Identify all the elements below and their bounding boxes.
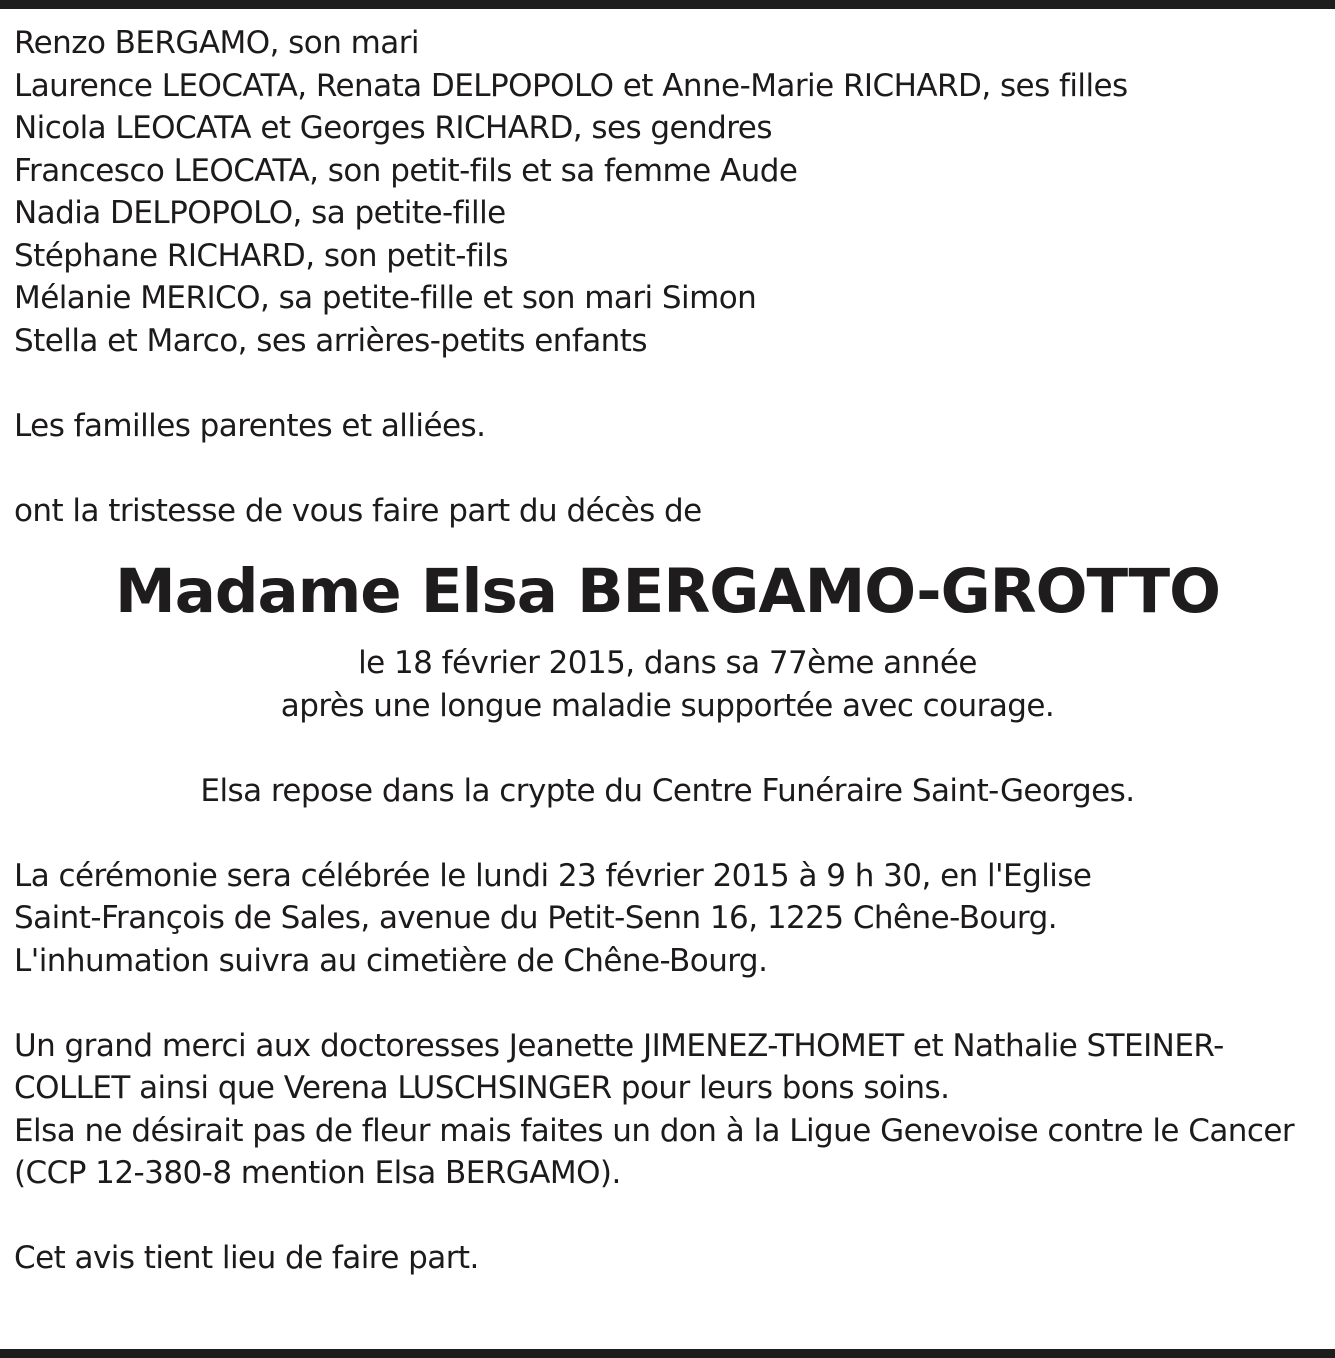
top-border-rule: [0, 0, 1335, 9]
ceremony-line: L'inhumation suivra au cimetière de Chêne-Bourg.: [14, 942, 768, 979]
spacer: [14, 812, 1324, 855]
mourner-line: Nicola LEOCATA et Georges RICHARD, ses gendres: [14, 110, 772, 146]
thanks-paragraph: [14, 1025, 1324, 1195]
spacer: [14, 982, 1324, 1025]
deceased-name: Madame Elsa BERGAMO-GROTTO: [115, 556, 1220, 627]
mourners-list: [14, 22, 1324, 362]
thanks-line: COLLET ainsi que Verena LUSCHSINGER pour leurs bons soins.: [14, 1070, 950, 1106]
thanks-line: (CCP 12-380-8 mention Elsa BERGAMO).: [14, 1155, 621, 1191]
spacer: [14, 362, 1324, 405]
mourner-line: Francesco LEOCATA, son petit-fils et sa femme Aude: [14, 152, 798, 189]
mourner-line: Renzo BERGAMO, son mari: [14, 25, 419, 61]
thanks-line: Un grand merci aux doctoresses Jeanette JIMENEZ-THOMET et Nathalie STEINER-: [14, 1027, 1224, 1064]
families-line: Les familles parentes et alliées.: [14, 407, 486, 444]
death-detail-line: le 18 février 2015, dans sa 77ème année: [358, 645, 977, 681]
ceremony-line: La cérémonie sera célébrée le lundi 23 février 2015 à 9 h 30, en l'Eglise: [14, 857, 1092, 894]
closing-line: Cet avis tient lieu de faire part.: [14, 1240, 479, 1276]
death-detail-line: après une longue maladie supportée avec courage.: [280, 687, 1055, 724]
ceremony-line: Saint-François de Sales, avenue du Petit-Senn 16, 1225 Chêne-Bourg.: [14, 900, 1058, 936]
mourner-line: Mélanie MERICO, sa petite-fille et son mari Simon: [14, 280, 757, 316]
mourner-line: Stella et Marco, ses arrières-petits enfants: [14, 322, 647, 359]
mourner-line: Laurence LEOCATA, Renata DELPOPOLO et Anne-Marie RICHARD, ses filles: [14, 67, 1128, 104]
mourner-line: Nadia DELPOPOLO, sa petite-fille: [14, 195, 506, 231]
death-details: [14, 642, 1324, 727]
spacer: [14, 727, 1324, 770]
spacer: [14, 1195, 1324, 1238]
thanks-line: Elsa ne désirait pas de fleur mais faites un don à la Ligue Genevoise contre le Cancer: [14, 1112, 1295, 1149]
spacer: [14, 447, 1324, 490]
announcement-line: ont la tristesse de vous faire part du décès de: [14, 492, 702, 529]
mourner-line: Stéphane RICHARD, son petit-fils: [14, 237, 508, 274]
resting-place-line: Elsa repose dans la crypte du Centre Funéraire Saint-Georges.: [200, 772, 1135, 809]
ceremony-paragraph: [14, 855, 1324, 983]
bottom-border-rule: [0, 1349, 1335, 1358]
obituary-notice: [14, 22, 1324, 1280]
